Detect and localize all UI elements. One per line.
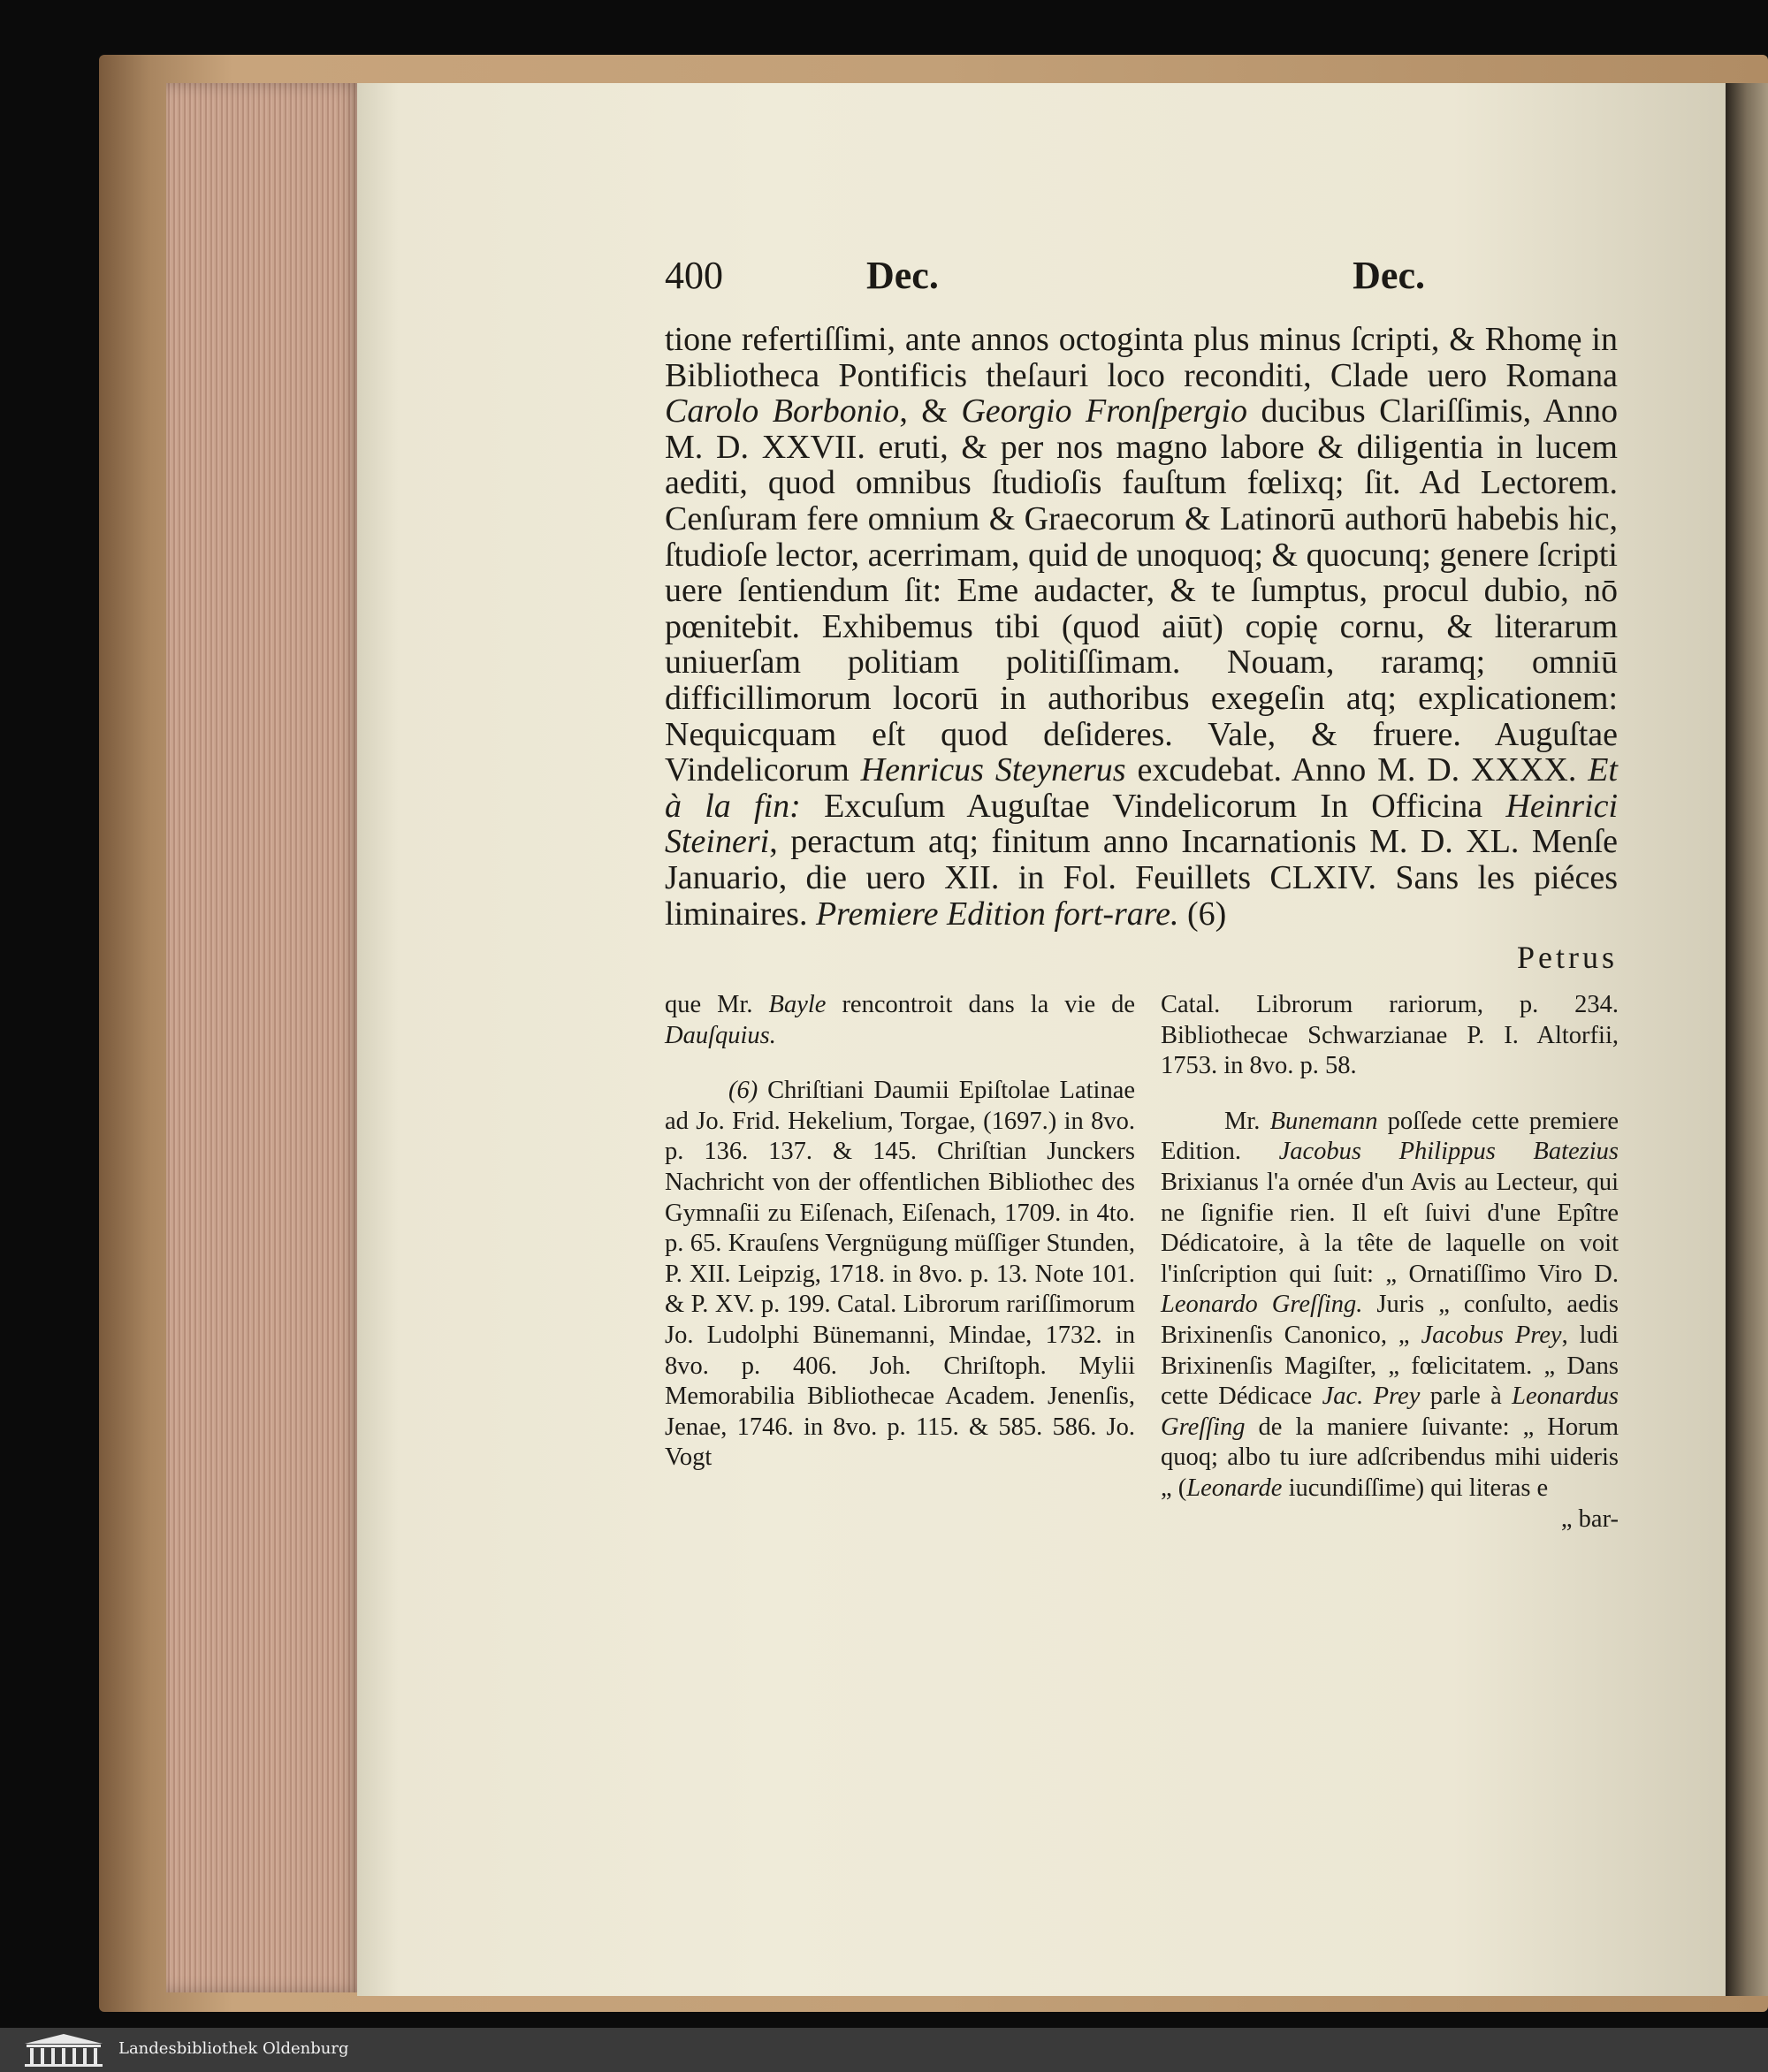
italic-text: Leonardus Greſſing <box>1161 1383 1619 1441</box>
text-run: „ bar- <box>1560 1504 1619 1533</box>
footnote-paragraph <box>1161 1107 1619 1504</box>
italic-text: Dauſquius. <box>665 1021 776 1049</box>
running-head-left: Dec. <box>866 254 939 297</box>
italic-text: Bunemann <box>1269 1107 1378 1135</box>
footnote-paragraph <box>1161 990 1619 1082</box>
text-run: poſſede cette premiere Edition. <box>1161 1107 1619 1166</box>
italic-text: Heinrici Steineri <box>665 787 1619 861</box>
text-run: Mr. <box>1224 1107 1270 1135</box>
text-run: tione refertiſſimi, ante annos octoginta plus minus ſcripti, & Rhomę in Bibliotheca Pontificis theſauri loco reconditi, Clade uero Romana <box>665 321 1618 394</box>
italic-text: Premiere Edition fort-rare. <box>815 895 1179 933</box>
text-run: de la maniere ſuivante: „ Horum quoq; albo tu iure adſcribendus mihi uideris „ ( <box>1161 1413 1619 1502</box>
text-run: , ludi Brixinenſis Magiſter, „ fœlicitatem. „ Dans cette Dédicace <box>1161 1321 1619 1411</box>
running-head <box>665 253 1425 297</box>
italic-text: (6) <box>728 1077 758 1105</box>
text-run: parle à <box>1420 1383 1513 1411</box>
text-run: , peractum atq; finitum anno Incarnationis M. D. XL. Menſe Januario, die uero XII. in Fol. Feuillets CLXIV. Sans les piéces liminaires. <box>665 823 1618 933</box>
italic-text: Carolo Borbonio <box>665 392 900 430</box>
italic-text: Georgio Fronſpergio <box>961 392 1247 430</box>
footer-bar <box>0 2028 1768 2072</box>
text-run: (6) <box>1178 895 1227 933</box>
text-run: iucundiſſime) qui literas e <box>1282 1474 1549 1502</box>
text-run: Chriſtiani Daumii Epiſtolae Latinae ad Jo. Frid. Hekelium, Torgae, (1697.) in 8vo. p. 136. 137. & 145. Chriſtian Junckers Nachricht von der offentlichen Bibliothec des Gymnaſii zu Eiſenach, Eiſenach, 1709. in 4to. p. 65. Krauſens Vergnügung müſſiger Stunden, P. XII. Leipzig, 1718. in 8vo. p. 13. Note 101. & P. XV. p. 199. Catal. Librorum rariſſimorum Jo. Ludolphi Bünemanni, Mindae, 1732. in 8vo. p. 406. Joh. Chriſtoph. Mylii Memorabilia Bibliothecae Academ. Jenenſis, Jenae, 1746. in 8vo. p. 115. & 585. 586. Jo. Vogt <box>665 1077 1135 1472</box>
footnote-paragraph <box>1161 1504 1619 1535</box>
text-run: Catal. Librorum rariorum, p. 234. Bibliothecae Schwarzianae P. I. Altorfii, 1753. in 8vo. p. 58. <box>1161 991 1619 1080</box>
text-run: Brixianus l'a ornée d'un Avis au Lecteur, qui ne ſignifie rien. Il eſt ſuivi d'une Epître Dédicatoire, à la tête de laquelle on voit l'inſcription qui ſuit: „ Ornatiſſimo Viro D. <box>1161 1168 1619 1288</box>
footnote-column-right <box>1161 990 1619 1535</box>
italic-text: Bayle <box>768 991 827 1018</box>
italic-text: Leonardo Greſſing. <box>1161 1291 1363 1319</box>
italic-text: Jac. Prey <box>1322 1383 1421 1411</box>
main-text <box>665 322 1618 932</box>
page-stack-edge <box>166 83 362 1992</box>
italic-text: Jacobus Prey <box>1421 1321 1562 1349</box>
italic-text: Leonarde <box>1186 1474 1283 1502</box>
main-paragraph <box>665 322 1618 932</box>
text-run: Juris „ conſulto, aedis Brixinenſis Canonico, „ <box>1161 1291 1619 1349</box>
text-run: que Mr. <box>665 991 769 1018</box>
book-gutter <box>1726 83 1768 1996</box>
text-run: Excuſum Auguſtae Vindelicorum In Officina <box>800 787 1506 825</box>
page-number: 400 <box>665 254 723 297</box>
footnote-column-left <box>665 990 1135 1474</box>
italic-text: Et à la fin: <box>665 751 1618 825</box>
footnote-paragraph <box>665 1076 1135 1474</box>
italic-text: Jacobus Philippus Batezius <box>1278 1138 1619 1166</box>
italic-text: Henricus Steynerus <box>860 751 1126 789</box>
text-run: ducibus Clariſſimis, Anno M. D. XXVII. eruti, & per nos magno labore & diligentia in lucem aediti, quod omnibus ſtudioſis fauſtum fœlixq; ſit. Ad Lectorem. Cenſuram fere omnium & Graecorum & Latinorū authorū habebis hic, ſtudioſe lector, acerrimam, quid de unoquoq; & quocunq; genere ſcripti uere ſentiendum ſit: Eme audacter, & te ſumptus, procul dubio, nō pœnitebit. Exhibemus tibi (quod aiūt) copię cornu, & literarum uniuerſam politiam politiſſimam. Nouam, raramq; omniū difficillimorum locorū in authoribus exegeſin atq; explicationem: Nequicquam eſt quod deſideres. Vale, & fruere. Auguſtae Vindelicorum <box>665 392 1618 789</box>
text-run: excudebat. Anno M. D. XXXX. <box>1125 751 1589 789</box>
catchword: Petrus <box>1517 940 1618 975</box>
running-head-right: Dec. <box>1353 254 1425 297</box>
text-run: , & <box>899 392 962 430</box>
library-building-icon <box>19 2031 108 2068</box>
text-run: rencontroit dans la vie de <box>826 991 1135 1018</box>
footnote-paragraph <box>665 990 1135 1051</box>
library-name: Landesbibliothek Oldenburg <box>118 2039 349 2058</box>
